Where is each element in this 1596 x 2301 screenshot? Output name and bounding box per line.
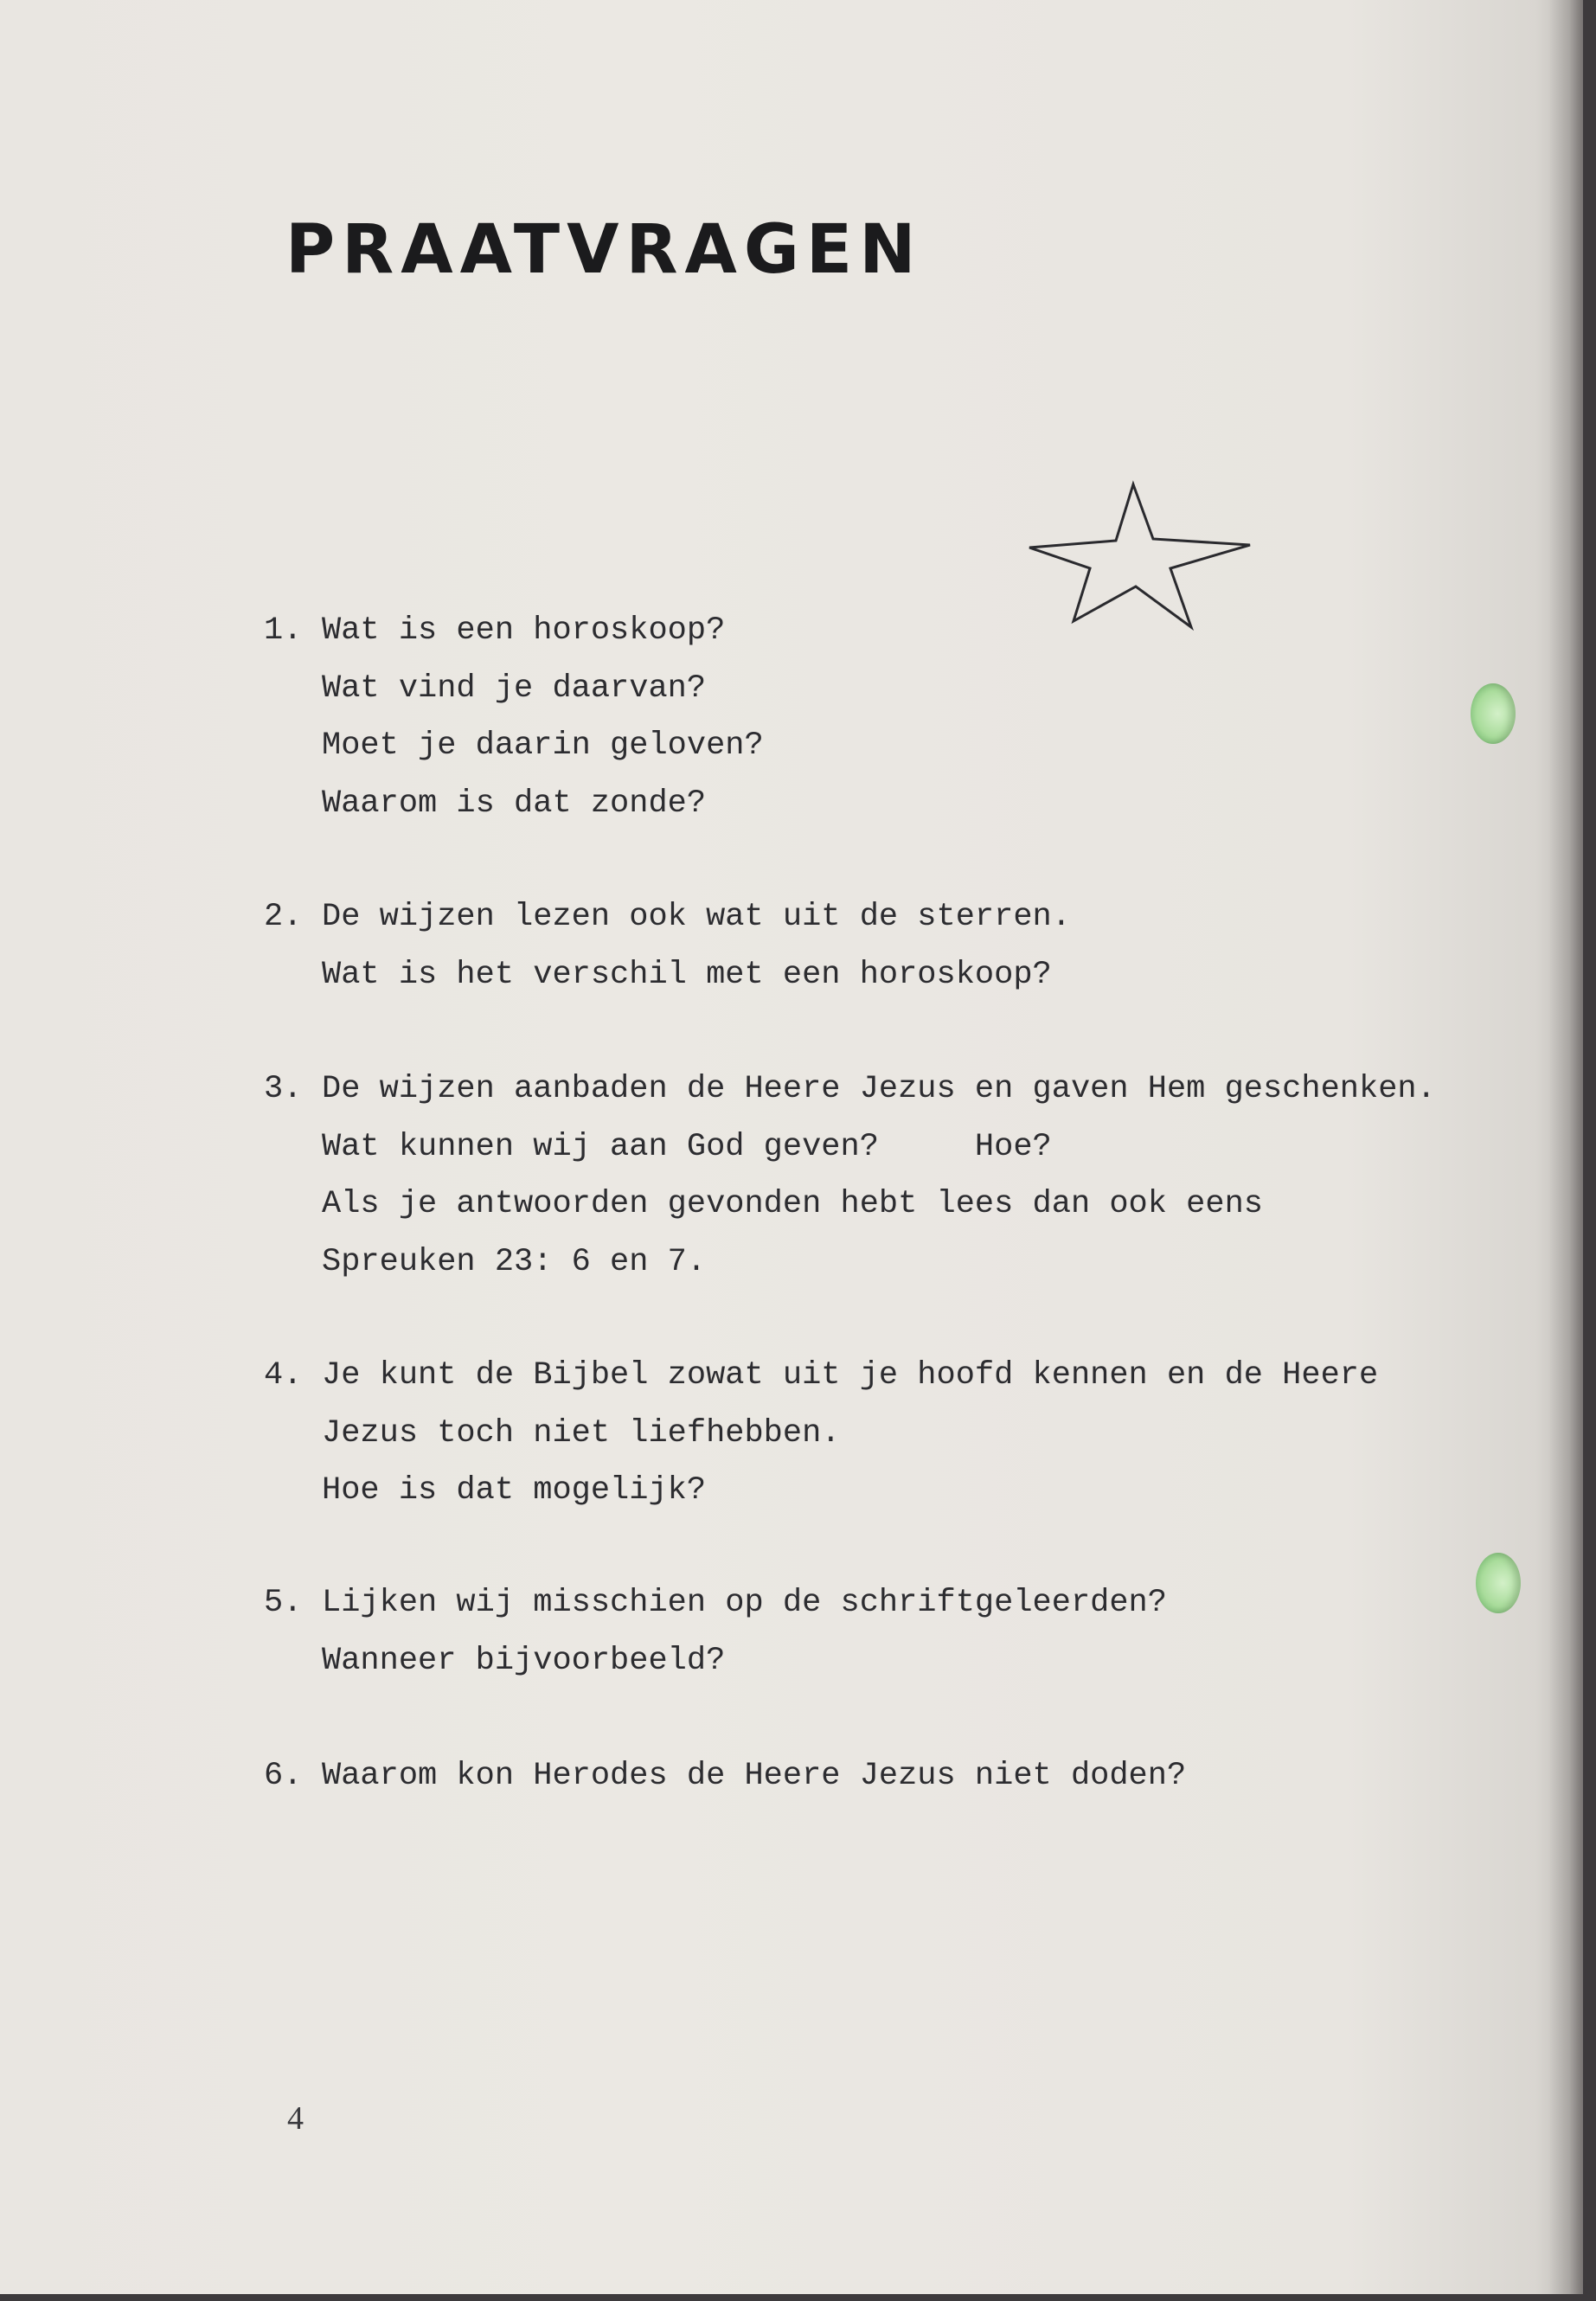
question-number: 6. xyxy=(264,1758,303,1794)
question-text: Wat vind je daarvan? xyxy=(322,670,707,707)
question-text: Hoe is dat mogelijk? xyxy=(322,1472,707,1509)
question-text: Jezus toch niet liefhebben. xyxy=(322,1415,841,1452)
question-text: Waarom kon Herodes de Heere Jezus niet doden? xyxy=(322,1758,1187,1794)
question-number: 2. xyxy=(264,899,303,935)
question-number: 5. xyxy=(264,1585,303,1621)
question-text: Wat is een horoskoop? xyxy=(322,612,726,649)
punch-hole-icon xyxy=(1471,683,1516,744)
question-text: Lijken wij misschien op de schriftgeleerden? xyxy=(322,1585,1167,1621)
question-number: 3. xyxy=(264,1071,303,1107)
question-text: Wat is het verschil met een horoskoop? xyxy=(322,957,1052,993)
question-text: Als je antwoorden gevonden hebt lees dan ook eens xyxy=(322,1186,1263,1222)
question-number: 4. xyxy=(264,1357,303,1394)
star-icon xyxy=(1025,480,1254,636)
question-text: Wat kunnen wij aan God geven? Hoe? xyxy=(322,1129,1052,1165)
question-text: De wijzen lezen ook wat uit de sterren. xyxy=(322,899,1071,935)
question-number: 1. xyxy=(264,612,303,649)
question-text: Spreuken 23: 6 en 7. xyxy=(322,1244,707,1280)
question-text: Je kunt de Bijbel zowat uit je hoofd kennen en de Heere xyxy=(322,1357,1379,1394)
page-title: PRAATVRAGEN xyxy=(285,211,923,289)
question-text: Moet je daarin geloven? xyxy=(322,727,764,764)
question-text: Waarom is dat zonde? xyxy=(322,785,707,822)
page-number: 4 xyxy=(287,2100,304,2137)
punch-hole-icon xyxy=(1476,1553,1521,1613)
question-text: Wanneer bijvoorbeeld? xyxy=(322,1643,726,1679)
question-text: De wijzen aanbaden de Heere Jezus en gaven Hem geschenken. xyxy=(322,1071,1436,1107)
page-edge-shadow xyxy=(1548,0,1583,2294)
